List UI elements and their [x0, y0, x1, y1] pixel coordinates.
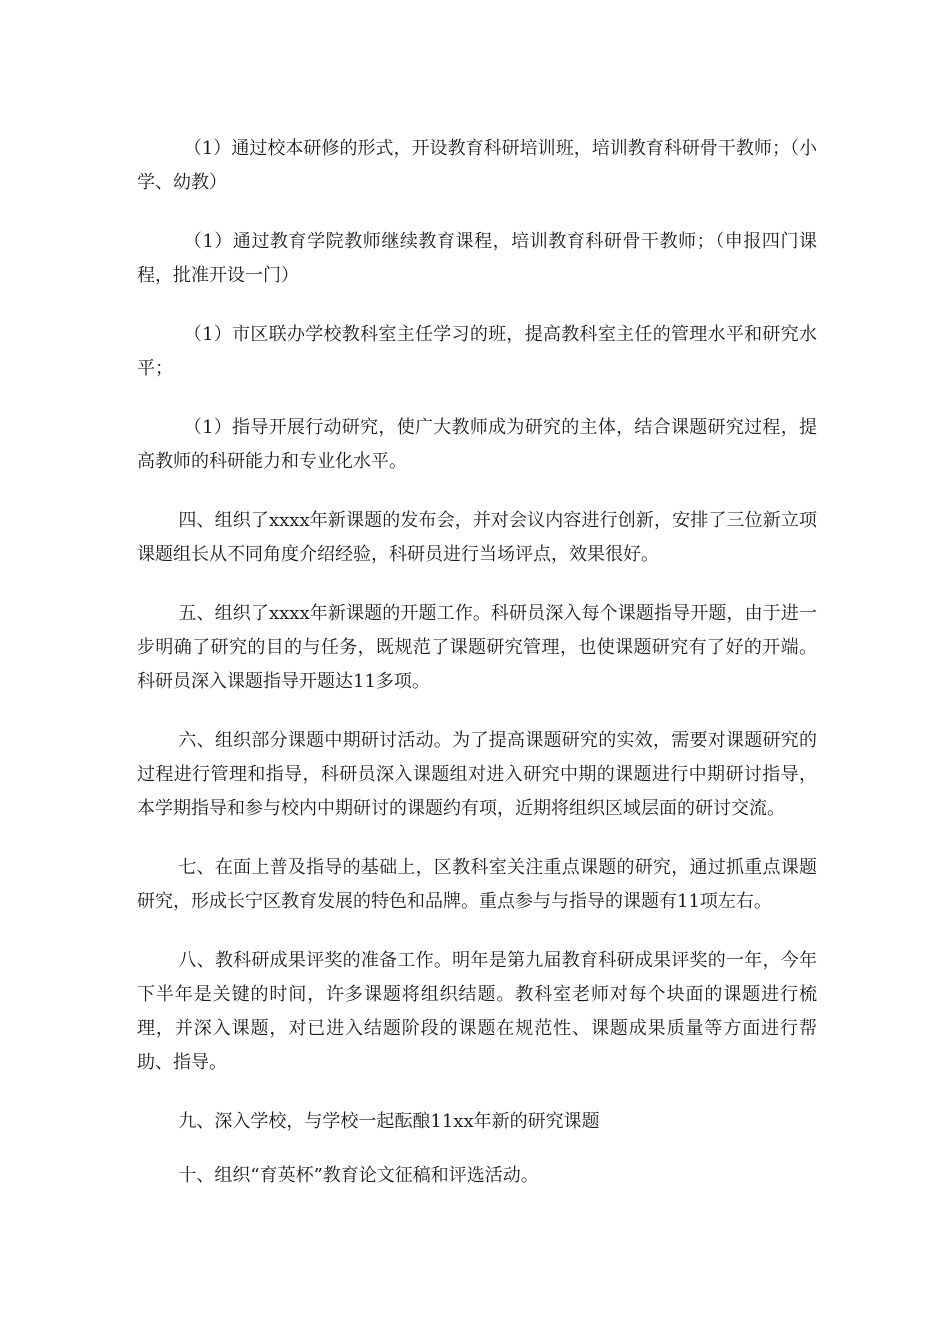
- paragraph-6: 五、组织了xxxx年新课题的开题工作。科研员深入每个课题指导开题，由于进一步明确了研究的目的与任务，既规范了课题研究管理，也使课题研究有了好的开端。科研员深入课题指导开题达11多项。: [137, 603, 817, 692]
- paragraph-9: 八、教科研成果评奖的准备工作。明年是第九届教育科研成果评奖的一年，今年下半年是关键的时间，许多课题将组织结题。教科室老师对每个块面的课题进行梳理，并深入课题，对已进入结题阶段的课题在规范性、课题成果质量等方面进行帮助、指导。: [137, 950, 817, 1073]
- paragraph-8: 七、在面上普及指导的基础上，区教科室关注重点课题的研究，通过抓重点课题研究，形成长宁区教育发展的特色和品牌。重点参与与指导的课题有11项左右。: [137, 857, 817, 912]
- paragraph-3: （1）市区联办学校教科室主任学习的班，提高教科室主任的管理水平和研究水平；: [137, 324, 817, 379]
- document-body: [137, 132, 817, 1218]
- paragraph-4: （1）指导开展行动研究，使广大教师成为研究的主体，结合课题研究过程，提高教师的科研能力和专业化水平。: [137, 417, 817, 472]
- paragraph-5: 四、组织了xxxx年新课题的发布会，并对会议内容进行创新，安排了三位新立项课题组长从不同角度介绍经验，科研员进行当场评点，效果很好。: [137, 510, 817, 565]
- paragraph-1: （1）通过校本研修的形式，开设教育科研培训班，培训教育科研骨干教师；（小学、幼教）: [137, 138, 817, 193]
- paragraph-10: 九、深入学校，与学校一起酝酿11xx年新的研究课题: [178, 1111, 600, 1132]
- paragraph-11: 十、组织“育英杯”教育论文征稿和评选活动。: [178, 1165, 539, 1186]
- paragraph-7: 六、组织部分课题中期研讨活动。为了提高课题研究的实效，需要对课题研究的过程进行管理和指导，科研员深入课题组对进入研究中期的课题进行中期研讨指导，本学期指导和参与校内中期研讨的课题约有项，近期将组织区域层面的研讨交流。: [137, 730, 817, 819]
- paragraph-2: （1）通过教育学院教师继续教育课程，培训教育科研骨干教师；（申报四门课程，批准开设一门）: [137, 231, 817, 286]
